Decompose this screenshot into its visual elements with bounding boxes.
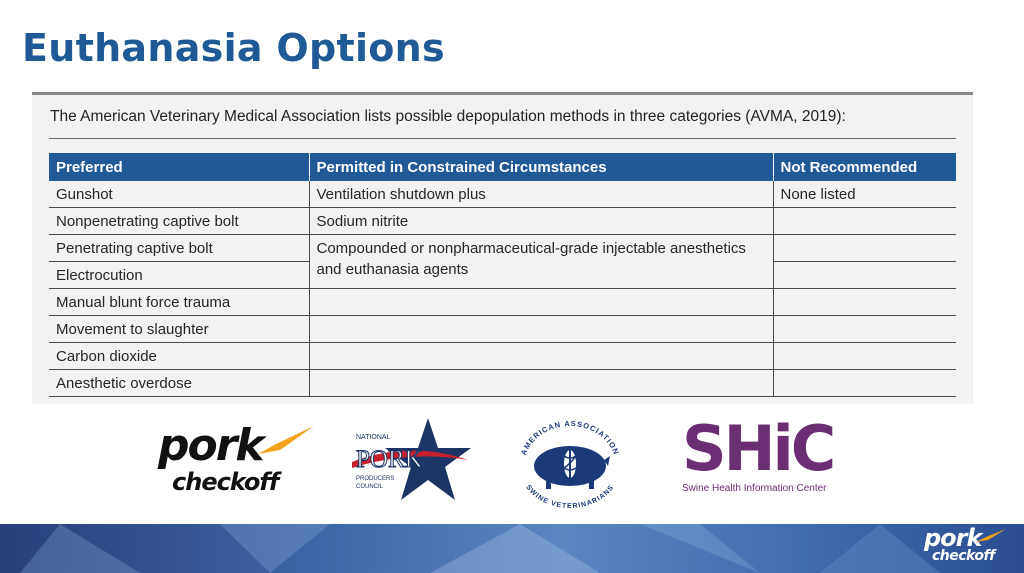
aasv-bottom-arc: SWINE VETERINARIANS — [524, 483, 616, 508]
permitted-cell: Sodium nitrite — [309, 208, 773, 235]
table-header-row — [49, 153, 956, 181]
preferred-cell: Anesthetic overdose — [49, 370, 309, 397]
header-not-recommended: Not Recommended — [773, 153, 956, 181]
not-recommended-cell — [773, 208, 956, 235]
aasv-logo — [510, 416, 630, 508]
slide-title: Euthanasia Options — [22, 26, 445, 70]
pork-checkoff-logo-checkoff: checkoff — [172, 468, 279, 496]
table-row — [49, 181, 956, 208]
intro-text: The American Veterinary Medical Association lists possible depopulation methods in three categories (AVMA, 2019): — [50, 108, 846, 125]
svg-text:SWINE VETERINARIANS — [524, 484, 615, 508]
footer-band — [0, 524, 1024, 573]
shic-subtitle: Swine Health Information Center — [682, 483, 827, 494]
panel-top-rule — [32, 92, 973, 95]
intro-divider — [49, 138, 956, 139]
nppc-logo — [350, 416, 475, 506]
nppc-national: NATIONAL — [356, 434, 391, 441]
checkmark-swoosh-icon — [254, 424, 318, 458]
footer-pork-checkoff-logo — [924, 524, 1010, 570]
footer-texture — [0, 524, 1024, 573]
preferred-cell: Nonpenetrating captive bolt — [49, 208, 309, 235]
nppc-council: COUNCIL — [356, 484, 384, 490]
not-recommended-cell — [773, 289, 956, 316]
permitted-cell — [309, 316, 773, 343]
nppc-pork: PORK — [356, 446, 423, 473]
permitted-cell — [309, 343, 773, 370]
preferred-cell: Carbon dioxide — [49, 343, 309, 370]
not-recommended-cell — [773, 316, 956, 343]
pork-checkoff-logo — [158, 420, 318, 500]
preferred-cell: Electrocution — [49, 262, 309, 289]
table-row — [49, 208, 956, 235]
not-recommended-cell — [773, 262, 956, 289]
shic-wordmark: SHiC — [682, 412, 834, 485]
permitted-cell: Ventilation shutdown plus — [309, 181, 773, 208]
table-row — [49, 289, 956, 316]
preferred-cell: Movement to slaughter — [49, 316, 309, 343]
not-recommended-cell — [773, 343, 956, 370]
permitted-cell — [309, 289, 773, 316]
pork-checkoff-logo-pork: pork — [158, 420, 263, 471]
permitted-cell: Compounded or nonpharmaceutical-grade injectable anesthetics and euthanasia agents — [309, 235, 773, 289]
aasv-seal-icon — [510, 416, 630, 508]
permitted-cell — [309, 370, 773, 397]
footer-swoosh-icon — [974, 528, 1008, 544]
header-permitted: Permitted in Constrained Circumstances — [309, 153, 773, 181]
shic-logo — [680, 412, 840, 500]
preferred-cell: Penetrating captive bolt — [49, 235, 309, 262]
not-recommended-cell — [773, 235, 956, 262]
footer-logo-checkoff: checkoff — [932, 548, 995, 564]
preferred-cell: Manual blunt force trauma — [49, 289, 309, 316]
header-preferred: Preferred — [49, 153, 309, 181]
table-row — [49, 343, 956, 370]
table-row — [49, 316, 956, 343]
not-recommended-cell — [773, 370, 956, 397]
footer-logo-pork: pork — [924, 524, 982, 552]
aasv-top-arc: AMERICAN ASSOCIATION — [518, 418, 622, 457]
not-recommended-cell: None listed — [773, 181, 956, 208]
nppc-producers: PRODUCERS — [356, 476, 395, 482]
depopulation-methods-table — [49, 153, 956, 397]
table-row — [49, 370, 956, 397]
table-row — [49, 235, 956, 262]
preferred-cell: Gunshot — [49, 181, 309, 208]
methods-panel — [32, 92, 973, 404]
